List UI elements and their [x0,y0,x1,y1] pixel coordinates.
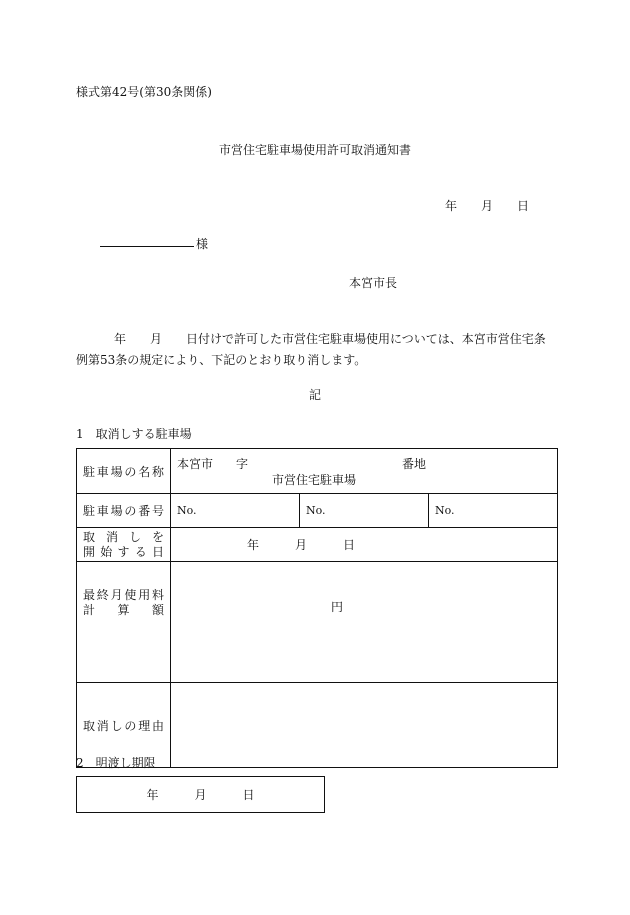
name-banchi: 番地 [402,457,427,471]
issue-date-year: 年 [445,199,458,213]
table-row [77,494,558,528]
fee-label-line2: 計算額 [83,603,164,617]
start-month: 月 [295,538,308,552]
table-row [77,777,325,813]
deadline-day: 日 [242,788,255,802]
name-label: 駐車場の名称 [77,449,171,494]
form-number: 様式第42号(第30条関係) [76,85,212,99]
addressee-blank [100,246,194,247]
name-city: 本宮市 [177,457,214,471]
reason-value [171,683,558,768]
body-paragraph [76,329,554,371]
reason-label: 取消しの理由 [77,683,171,768]
number-label: 駐車場の番号 [77,494,171,528]
parking-table [76,448,558,768]
fee-label-line1: 最終月使用料 [83,588,164,602]
document-title: 市営住宅駐車場使用許可取消通知書 [218,143,411,157]
fee-label [77,562,171,683]
start-date-value [171,528,558,562]
body-text: 日付けで許可した市営住宅駐車場使用については、本宮市営住宅条例第53条の規定により、下記のとおり取り消します。 [76,332,546,367]
name-value [171,449,558,494]
number-cell-1: No. [171,494,300,528]
start-label-line1: 取消しを [83,529,164,544]
fee-value [171,562,558,683]
start-date-label [77,528,171,562]
number-cell-2: No. [300,494,429,528]
issue-date [445,197,529,214]
table-row [77,449,558,494]
deadline-year: 年 [146,788,159,802]
name-facility: 市営住宅駐車場 [272,473,357,487]
table-row [77,528,558,562]
deadline-month: 月 [194,788,207,802]
issue-date-day: 日 [517,199,530,213]
section1-heading: 1 取消しする駐車場 [76,427,192,441]
start-day: 日 [343,538,356,552]
number-cell-3: No. [429,494,558,528]
section2-heading: 2 明渡し期限 [76,756,156,770]
issue-date-month: 月 [481,199,494,213]
addressee-suffix: 様 [196,237,209,251]
fee-unit: 円 [331,600,344,614]
start-label-line2: 開始する日 [83,544,164,559]
ki-heading: 記 [308,388,321,402]
issuer: 本宮市長 [349,276,398,290]
body-month: 月 [150,332,163,346]
deadline-value [77,777,325,813]
table-row [77,562,558,683]
name-aza: 字 [236,457,249,471]
start-year: 年 [247,538,260,552]
deadline-table [76,776,325,813]
body-year: 年 [114,332,127,346]
